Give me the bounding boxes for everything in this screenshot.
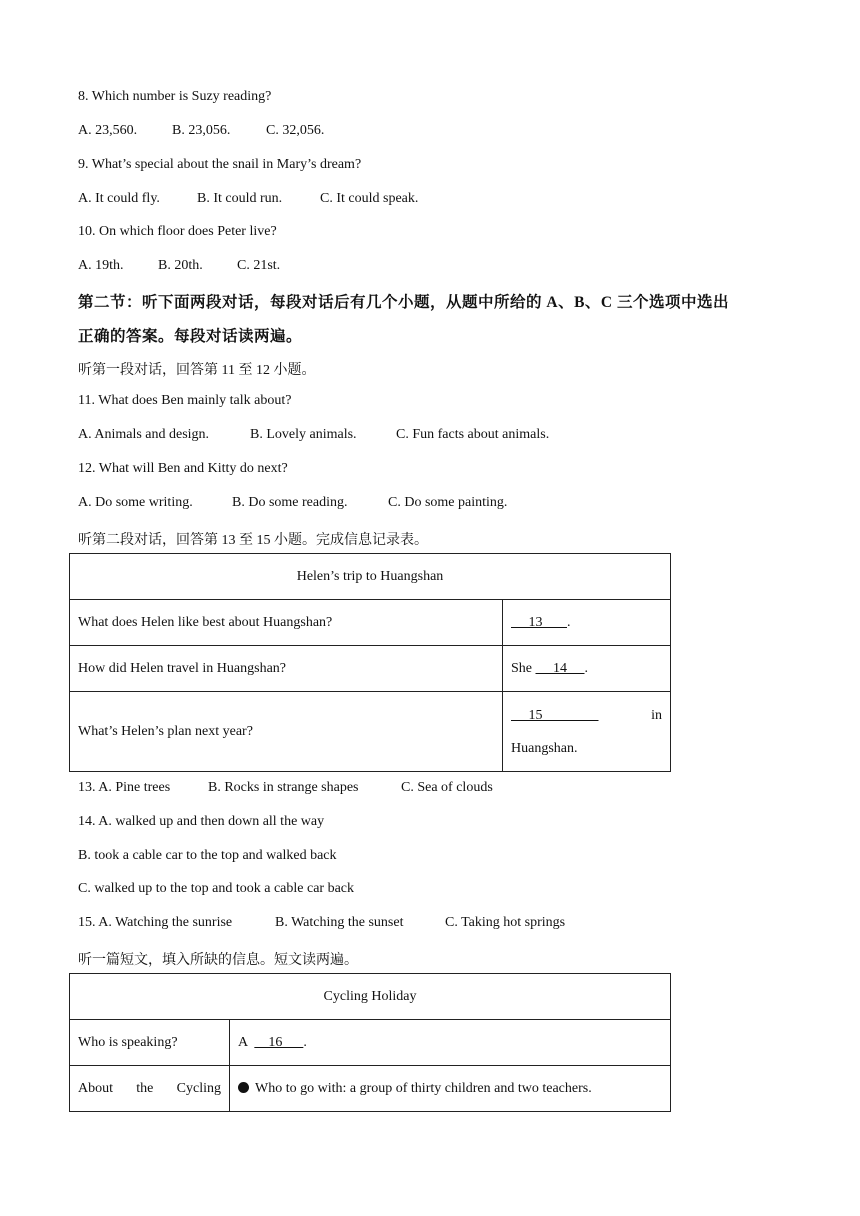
table-row — [70, 1020, 671, 1066]
word: About — [78, 1080, 113, 1096]
question-8-options — [78, 123, 324, 139]
option-b: B. Watching the sunset — [275, 915, 404, 930]
helen-trip-table — [69, 553, 671, 772]
question-12-options — [78, 495, 507, 511]
option-b: B. It could run. — [197, 191, 283, 206]
table-row — [70, 600, 671, 646]
option-a: 15. A. Watching the sunrise — [78, 915, 233, 930]
row-question: What’s Helen’s plan next year? — [70, 692, 503, 772]
option-a: 13. A. Pine trees — [78, 780, 171, 795]
answer-line-2: Huangshan. — [511, 740, 578, 756]
option-c: C. 21st. — [237, 258, 281, 273]
answer-blank-14: 14 — [535, 660, 585, 676]
option-b: B. Do some reading. — [232, 495, 348, 510]
option-b: B. 20th. — [158, 258, 203, 273]
answer-suffix: . — [567, 614, 571, 630]
row-question: Who is speaking? — [70, 1020, 230, 1066]
question-8-stem: 8. Which number is Suzy reading? — [78, 89, 272, 104]
option-a: A. Do some writing. — [78, 495, 193, 510]
answer-suffix: . — [303, 1034, 307, 1050]
option-b: B. 23,056. — [172, 123, 231, 138]
table-row — [70, 1066, 671, 1112]
answer-prefix: She — [511, 660, 536, 676]
question-14-option-a: 14. A. walked up and then down all the way — [78, 814, 325, 829]
answer-suffix: in — [651, 707, 662, 723]
option-c: C. It could speak. — [320, 191, 419, 206]
question-12-stem: 12. What will Ben and Kitty do next? — [78, 461, 288, 476]
question-13-options — [78, 780, 493, 796]
answer-prefix: A — [238, 1034, 255, 1050]
section-2-heading-line1: 第二节：听下面两段对话，每段对话后有几个小题，从题中所给的 A、B、C 三个选项中选出 — [78, 294, 729, 311]
word: Cycling — [176, 1080, 221, 1096]
question-10-stem: 10. On which floor does Peter live? — [78, 224, 277, 239]
option-b: B. Rocks in strange shapes — [208, 780, 359, 795]
option-a: A. Animals and design. — [78, 427, 210, 442]
option-c: C. Taking hot springs — [445, 915, 566, 930]
bullet-icon — [238, 1082, 249, 1093]
option-a: A. It could fly. — [78, 191, 160, 206]
table-title: Cycling Holiday — [70, 974, 671, 1020]
question-9-options — [78, 191, 418, 207]
question-14-option-c: C. walked up to the top and took a cable car back — [78, 881, 355, 896]
row-answer — [230, 1020, 671, 1066]
dialog-1-intro: 听第一段对话，回答第 11 至 12 小题。 — [78, 363, 316, 378]
question-11-stem: 11. What does Ben mainly talk about? — [78, 393, 292, 408]
section-2-heading-line2: 正确的答案。每段对话读两遍。 — [78, 328, 303, 345]
option-a: A. 23,560. — [78, 123, 138, 138]
question-14-option-b: B. took a cable car to the top and walked back — [78, 848, 337, 863]
answer-text: Who to go with: a group of thirty children and two teachers. — [255, 1080, 592, 1096]
option-c: C. Sea of clouds — [401, 780, 493, 795]
row-question — [70, 1066, 230, 1112]
question-11-options — [78, 427, 549, 443]
option-b: B. Lovely animals. — [250, 427, 357, 442]
cycling-holiday-table — [69, 973, 671, 1112]
option-c: C. Fun facts about animals. — [396, 427, 550, 442]
option-a: A. 19th. — [78, 258, 124, 273]
option-c: C. Do some painting. — [388, 495, 508, 510]
row-answer — [503, 692, 671, 772]
row-question: How did Helen travel in Huangshan? — [70, 646, 503, 692]
table-row — [70, 646, 671, 692]
question-9-stem: 9. What’s special about the snail in Mary’s dream? — [78, 157, 362, 172]
table-title: Helen’s trip to Huangshan — [70, 554, 671, 600]
row-answer — [503, 646, 671, 692]
answer-blank-15: 15 — [511, 707, 599, 723]
word: the — [136, 1080, 154, 1096]
row-question: What does Helen like best about Huangshan? — [70, 600, 503, 646]
question-15-options — [78, 915, 565, 931]
question-10-options — [78, 258, 280, 274]
row-answer — [230, 1066, 671, 1112]
passage-intro: 听一篇短文，填入所缺的信息。短文读两遍。 — [78, 953, 358, 968]
answer-blank-16: 16 — [254, 1034, 304, 1050]
answer-suffix: . — [584, 660, 588, 676]
answer-blank-13: 13 — [511, 614, 567, 630]
option-c: C. 32,056. — [266, 123, 325, 138]
dialog-2-intro: 听第二段对话，回答第 13 至 15 小题。完成信息记录表。 — [78, 533, 428, 548]
table-row — [70, 692, 671, 772]
row-answer — [503, 600, 671, 646]
